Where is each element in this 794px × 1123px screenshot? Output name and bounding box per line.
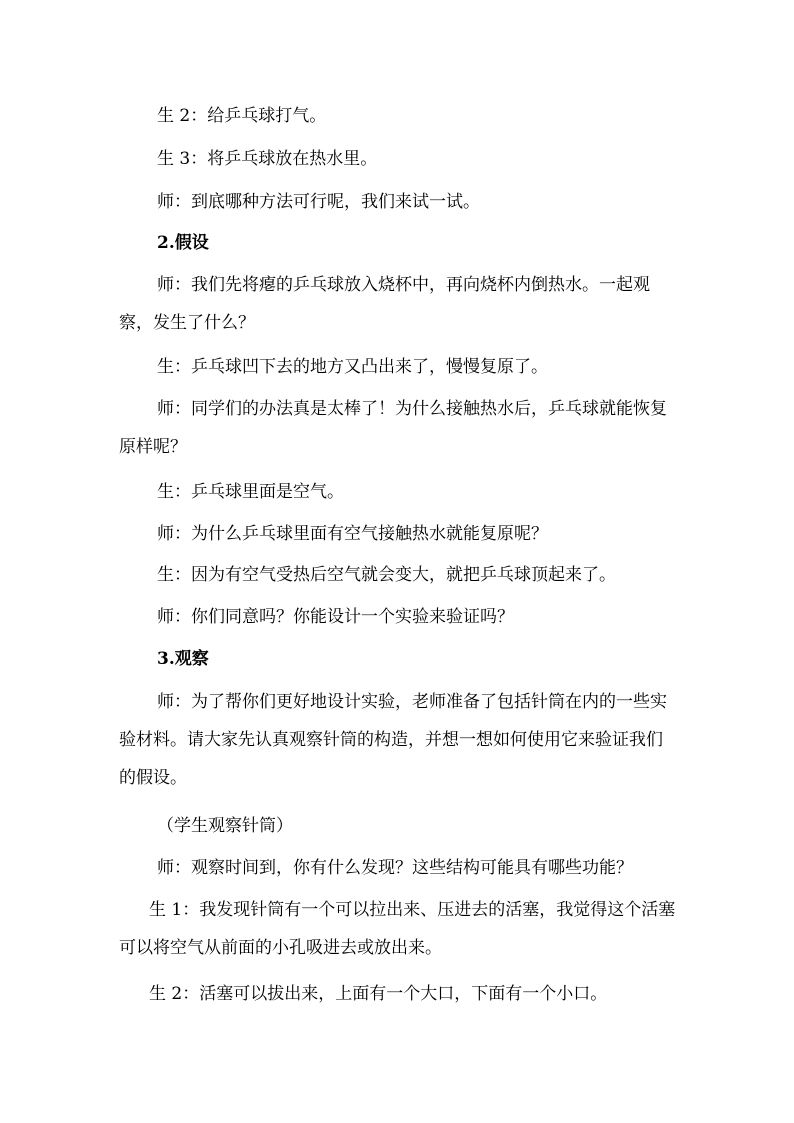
paragraph-student2-pump: 生 2：给乒乓球打气。 (157, 106, 327, 126)
section-heading-hypothesis: 2.假设 (157, 233, 209, 253)
paragraph-student-expand: 生：因为有空气受热后空气就会变大，就把乒乓球顶起来了。 (157, 565, 616, 585)
paragraph-teacher-beaker: 师：我们先将瘪的乒乓球放入烧杯中，再向烧杯内倒热水。一起观察，发生了什么？ (119, 275, 650, 333)
paragraph-teacher-materials: 师：为了帮你们更好地设计实验，老师准备了包括针筒在内的一些实验材料。请大家先认真观察针筒的构造，并想一想如何使用它来验证我们的假设。 (119, 692, 667, 788)
paragraph-student3-hotwater: 生 3：将乒乓球放在热水里。 (157, 149, 378, 169)
paragraph-stage-direction: （学生观察针筒） (157, 816, 293, 836)
paragraph-teacher-why-air: 师：为什么乒乓球里面有空气接触热水就能复原呢？ (157, 524, 548, 544)
section-heading-observe: 3.观察 (157, 649, 209, 669)
paragraph-student2-openings: 生 2：活塞可以拔出来，上面有一个大口，下面有一个小口。 (149, 984, 608, 1004)
paragraph-student1-plunger: 生 1：我发现针筒有一个可以拉出来、压进去的活塞，我觉得这个活塞可以将空气从前面的小孔吸进去或放出来。 (119, 900, 676, 958)
paragraph-student-air: 生：乒乓球里面是空气。 (157, 482, 344, 502)
paragraph-student-observe: 生：乒乓球凹下去的地方又凸出来了，慢慢复原了。 (157, 357, 548, 377)
paragraph-teacher-why: 师：同学们的办法真是太棒了！为什么接触热水后，乒乓球就能恢复原样呢？ (119, 399, 667, 457)
paragraph-teacher-try: 师：到底哪种方法可行呢，我们来试一试。 (157, 192, 480, 212)
paragraph-teacher-findings: 师：观察时间到，你有什么发现？这些结构可能具有哪些功能？ (157, 858, 633, 878)
paragraph-teacher-agree: 师：你们同意吗？你能设计一个实验来验证吗？ (157, 607, 514, 627)
